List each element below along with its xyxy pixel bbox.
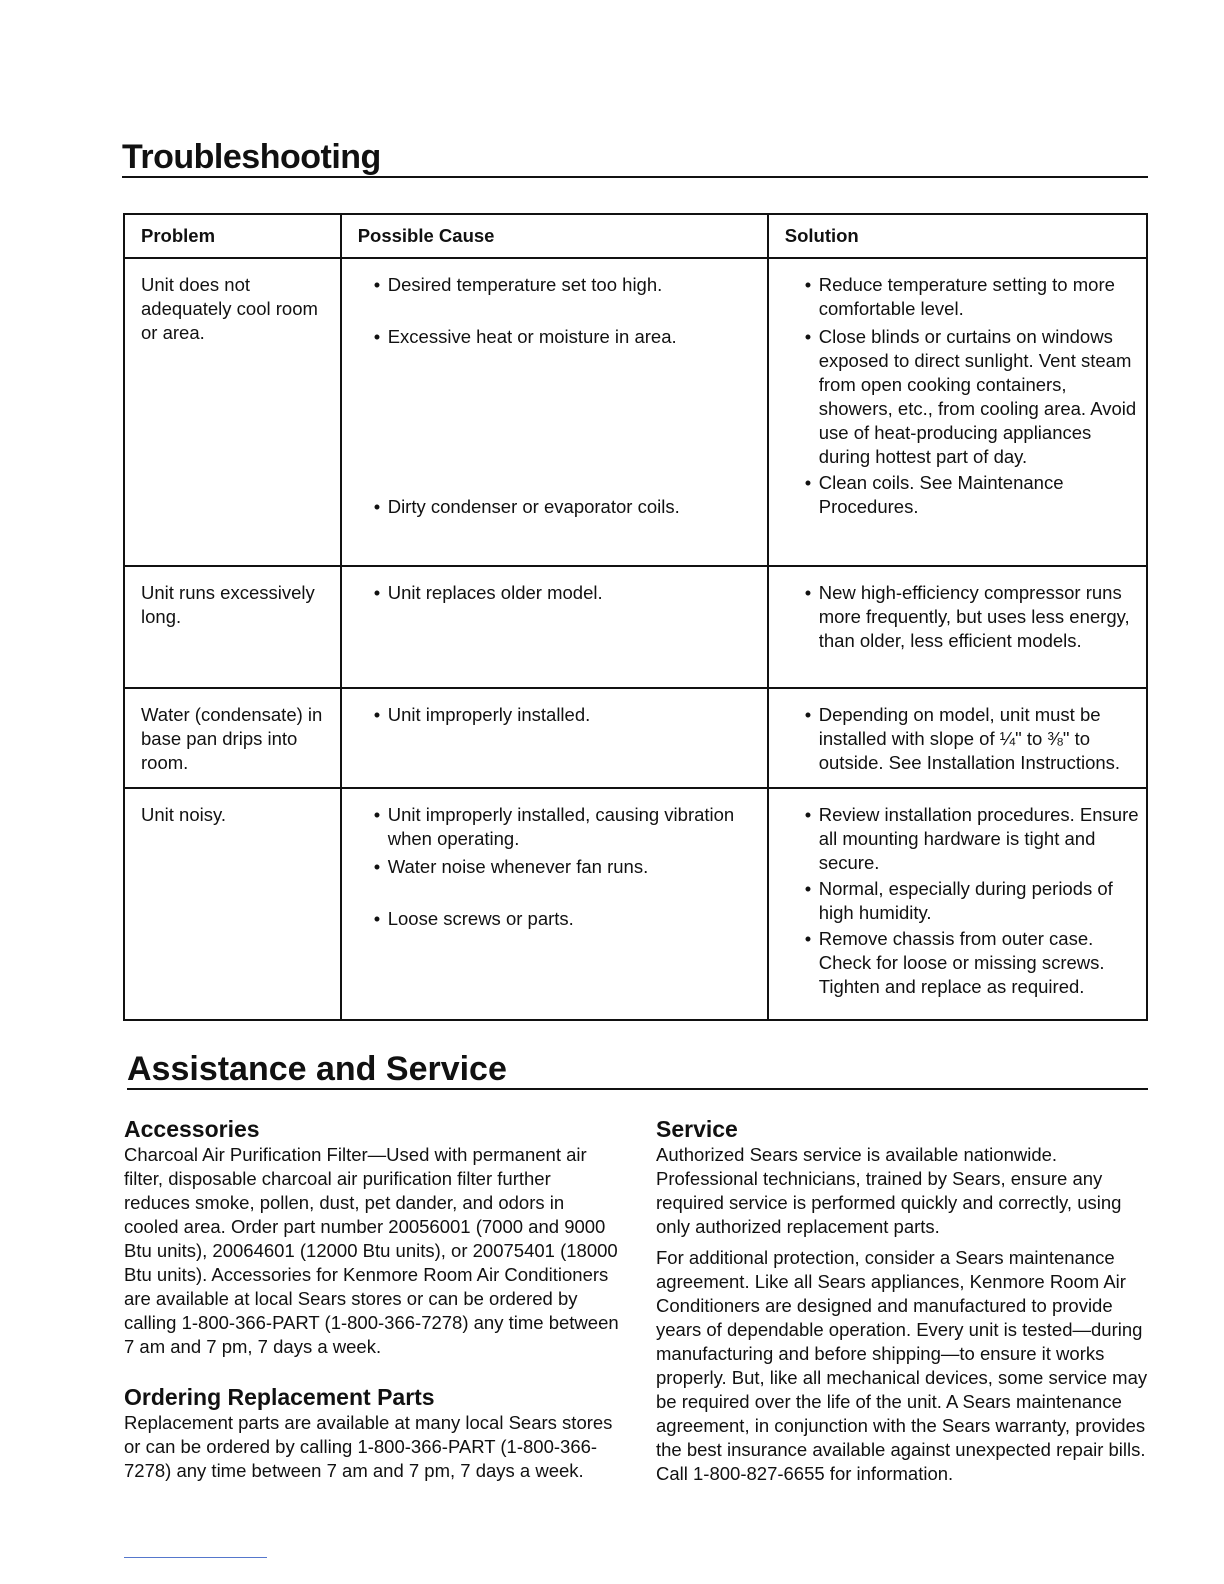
solution-cell — [768, 258, 1147, 566]
solution-item: • Clean coils. See Maintenance Procedures. — [805, 471, 1140, 519]
solution-item: • Normal, especially during periods of high humidity. — [805, 877, 1140, 925]
solution-cell — [768, 688, 1147, 788]
cause-item: • Unit improperly installed. — [374, 703, 761, 727]
cause-item: • Desired temperature set too high. — [374, 273, 761, 297]
solution-item: • Depending on model, unit must be installed with slope of ¼" to ⅜" to outside. See Installation Instructions. — [805, 703, 1140, 775]
right-column — [656, 1115, 1151, 1486]
cause-item: • Unit improperly installed, causing vibration when operating. — [374, 803, 761, 851]
cause-cell — [341, 688, 768, 788]
solution-item: • Remove chassis from outer case. Check for loose or missing screws. Tighten and replace as required. — [805, 927, 1140, 999]
accessories-heading: Accessories — [124, 1116, 260, 1142]
cause-cell — [341, 788, 768, 1020]
cause-item: • Unit replaces older model. — [374, 581, 761, 605]
ordering-heading: Ordering Replacement Parts — [124, 1384, 435, 1410]
accessories-text: Charcoal Air Purification Filter—Used with permanent air filter, disposable charcoal air purification filter further reduces smoke, pollen, dust, pet dander, and odors in cooled area. Order part number 20056001 (7000 and 9000 Btu units), 20064601 (12000 Btu units), or 20075401 (18000 Btu units). Accessories for Kenmore Room Air Conditioners are available at local Sears stores or can be ordered by calling 1-800-366-PART (1-800-366-7278) any time between 7 am and 7 pm, 7 days a week. — [124, 1144, 619, 1357]
cause-cell — [341, 566, 768, 688]
problem-cell: Unit does not adequately cool room or area. — [124, 258, 341, 566]
service-heading: Service — [656, 1116, 738, 1142]
solution-cell — [768, 566, 1147, 688]
service-paragraph: Authorized Sears service is available nationwide. Professional technicians, trained by Sears, ensure any required service is performed quickly and correctly, using only authorized replacement parts. — [656, 1144, 1122, 1237]
table-row — [124, 788, 1147, 1020]
table-row — [124, 566, 1147, 688]
assistance-heading: Assistance and Service — [127, 1052, 1148, 1090]
cause-item: • Dirty condenser or evaporator coils. — [374, 495, 761, 519]
troubleshooting-heading: Troubleshooting — [122, 140, 1148, 178]
service-paragraph: For additional protection, consider a Sears maintenance agreement. Like all Sears appliances, Kenmore Room Air Conditioners are designed and manufactured to provide years of dependable operation. Every unit is tested—during manufacturing and before shipping—to ensure it works properly. But, like all mechanical devices, some service may be required over the life of the unit. A Sears maintenance agreement, in conjunction with the Sears warranty, provides the best insurance available against unexpected repair bills. Call 1-800-827-6655 for information. — [656, 1247, 1148, 1484]
cause-item: • Water noise whenever fan runs. — [374, 855, 761, 879]
header-solution: Solution — [768, 214, 1147, 258]
table-row — [124, 688, 1147, 788]
table-header-row — [124, 214, 1147, 258]
left-column — [124, 1115, 619, 1483]
problem-cell: Unit runs excessively long. — [124, 566, 341, 688]
cause-item: • Loose screws or parts. — [374, 907, 761, 931]
header-problem: Problem — [124, 214, 341, 258]
problem-cell: Unit noisy. — [124, 788, 341, 1020]
solution-item: • Review installation procedures. Ensure all mounting hardware is tight and secure. — [805, 803, 1140, 875]
ordering-text: Replacement parts are available at many local Sears stores or can be ordered by calling 1-800-366-PART (1-800-366-7278) any time between 7 am and 7 pm, 7 days a week. — [124, 1412, 613, 1481]
table-row — [124, 258, 1147, 566]
cause-item: • Excessive heat or moisture in area. — [374, 325, 761, 349]
solution-item: • Close blinds or curtains on windows exposed to direct sunlight. Vent steam from open cooking containers, showers, etc., from cooling area. Avoid use of heat-producing appliances during hottest part of day. — [805, 325, 1140, 469]
problem-cell: Water (condensate) in base pan drips into room. — [124, 688, 341, 788]
footer-rule — [124, 1557, 267, 1558]
solution-item: • Reduce temperature setting to more comfortable level. — [805, 273, 1140, 321]
troubleshooting-table — [123, 213, 1148, 1021]
solution-item: • New high-efficiency compressor runs more frequently, but uses less energy, than older, less efficient models. — [805, 581, 1140, 653]
solution-cell — [768, 788, 1147, 1020]
header-possible-cause: Possible Cause — [341, 214, 768, 258]
cause-cell — [341, 258, 768, 566]
